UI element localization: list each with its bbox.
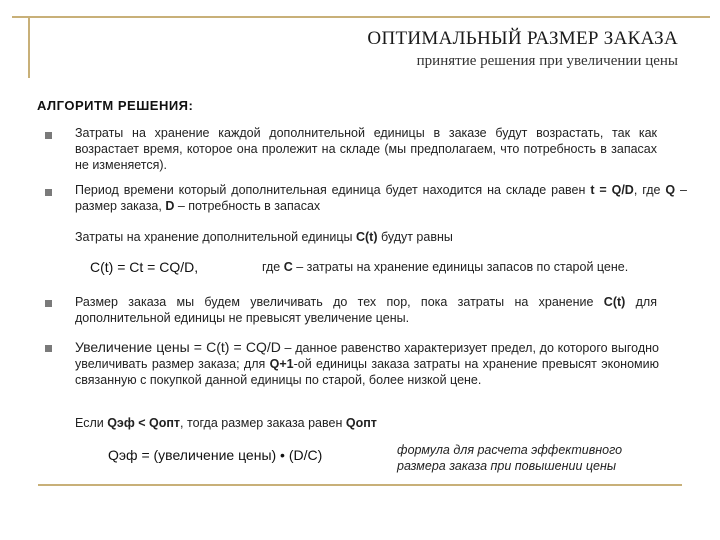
page-subtitle: принятие решения при увеличении цены — [416, 53, 678, 69]
frame-top-line — [12, 16, 710, 18]
storage-cost-statement: Затраты на хранение дополнительной единицы C(t) будут равны — [75, 230, 453, 244]
item-order-increase: Размер заказа мы будем увеличивать до тех пор, пока затраты на хранение C(t) для дополнительной единицы не превысят увеличение цены. — [75, 295, 657, 325]
frame-left-line — [28, 16, 30, 78]
formula-effective-note: формула для расчета эффективного размера заказа при повышении цены — [397, 443, 623, 473]
condition-statement: Если Qэф < Qопт, тогда размер заказа равен Qопт — [75, 416, 377, 430]
bullet-icon — [45, 300, 52, 307]
formula-storage-note: где C – затраты на хранение единицы запасов по старой цене. — [262, 260, 629, 274]
bullet-icon — [45, 189, 52, 196]
frame-bottom-line — [38, 484, 682, 486]
item-price-increase: Увеличение цены = C(t) = CQ/D – данное равенство характеризует предел, до которого выгодно увеличивать размер заказа; для Q+1-ой единицы заказа затраты на хранение превысят экономию связанную с покупкой данной единицы по старой, более низкой цене. — [75, 339, 660, 387]
bullet-icon — [45, 345, 52, 352]
bullet-icon — [45, 132, 52, 139]
algorithm-heading: АЛГОРИТМ РЕШЕНИЯ: — [37, 98, 194, 113]
formula-effective-order: Qэф = (увеличение цены) • (D/C) — [108, 447, 323, 463]
formula-storage-cost: C(t) = Ct = CQ/D, — [90, 259, 199, 275]
page-title: ОПТИМАЛЬНЫЙ РАЗМЕР ЗАКАЗА — [367, 28, 678, 49]
item-storage-cost: Затраты на хранение каждой дополнительной единицы в заказе будут возрастать, так как возрастает время, которое она пролежит на складе (мы предполагаем, что потребность в запасах не изменяется). — [75, 126, 657, 172]
item-time-period: Период времени который дополнительная единица будет находится на складе равен t = Q/D, где Q – размер заказа, D – потребность в запасах — [75, 183, 687, 213]
